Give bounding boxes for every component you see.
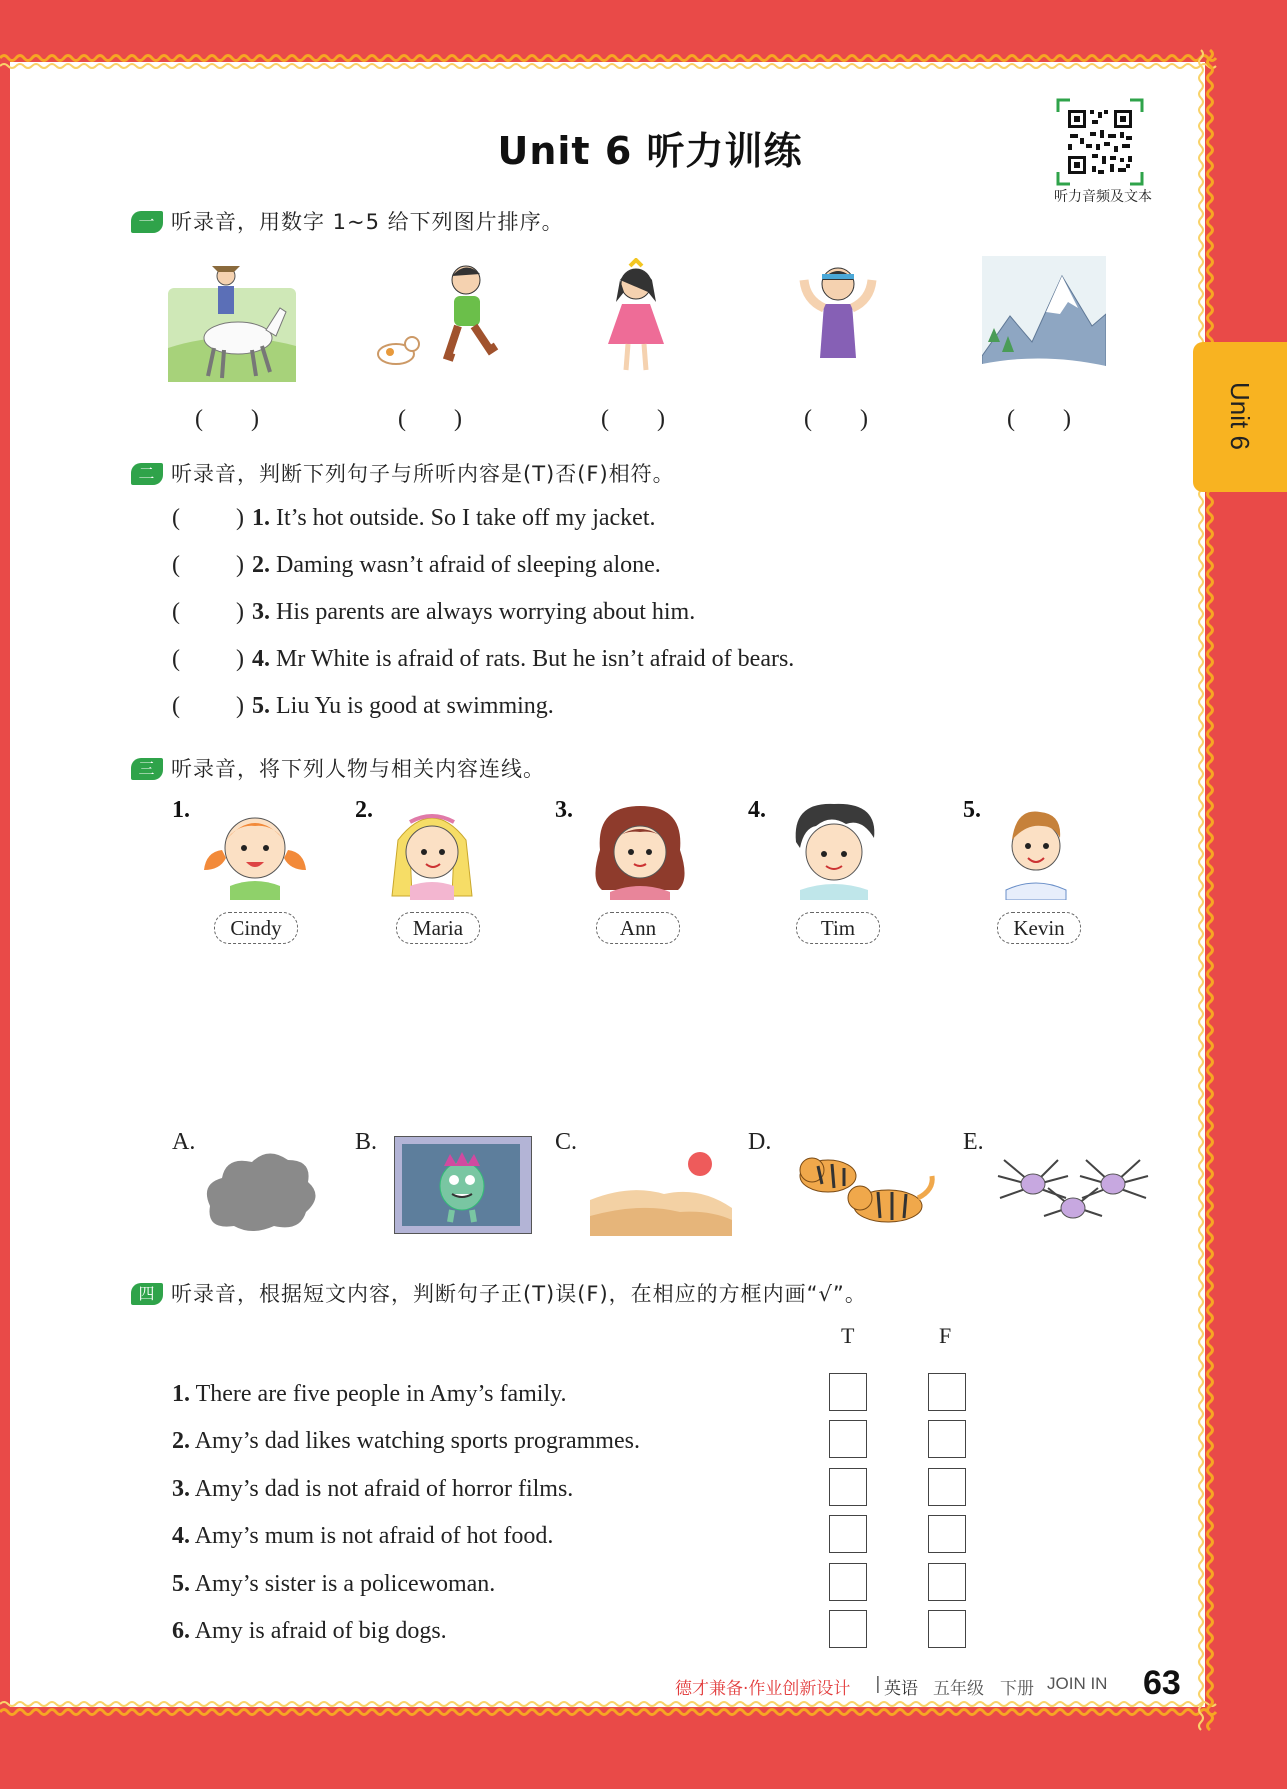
answer-blank[interactable]: ( ) bbox=[172, 552, 244, 578]
checkbox-false-5[interactable] bbox=[928, 1563, 966, 1601]
order-blank-2[interactable]: ( ) bbox=[398, 406, 462, 432]
snowy-mountains-picture bbox=[982, 256, 1106, 380]
true-column-header: T bbox=[841, 1323, 855, 1348]
section1-instruction: 听录音，用数字 1~5 给下列图片排序。 bbox=[171, 210, 564, 234]
section3-heading bbox=[131, 753, 545, 783]
checkbox-false-4[interactable] bbox=[928, 1515, 966, 1553]
maria-face-picture bbox=[384, 800, 480, 900]
section4-heading bbox=[131, 1278, 867, 1308]
person-name-kevin: Kevin bbox=[997, 912, 1081, 944]
statement-item: 2. Amy’s dad likes watching sports programmes. bbox=[172, 1428, 640, 1454]
order-blank-3[interactable]: ( ) bbox=[601, 406, 665, 432]
option-letter: B. bbox=[355, 1129, 378, 1155]
footer-series: 德才兼备·作业创新设计 bbox=[675, 1679, 851, 1699]
answer-blank[interactable]: ( ) bbox=[172, 599, 244, 625]
checkbox-false-6[interactable] bbox=[928, 1610, 966, 1648]
section2-heading bbox=[131, 458, 675, 488]
question-item: ( ) 4. Mr White is afraid of rats. But he isn’t afraid of bears. bbox=[172, 646, 795, 672]
statement-item: 1. There are five people in Amy’s family. bbox=[172, 1381, 567, 1407]
footer-edition: JOIN IN bbox=[1047, 1674, 1108, 1693]
person-number: 4. bbox=[748, 797, 766, 823]
desert-sun-picture bbox=[590, 1150, 732, 1236]
question-item: ( ) 5. Liu Yu is good at swimming. bbox=[172, 693, 554, 719]
answer-blank[interactable]: ( ) bbox=[172, 505, 244, 531]
horse-rider-picture bbox=[168, 258, 296, 382]
statement-item: 6. Amy is afraid of big dogs. bbox=[172, 1618, 447, 1644]
option-letter: E. bbox=[963, 1129, 984, 1155]
checkbox-true-5[interactable] bbox=[829, 1563, 867, 1601]
section3-badge: 三 bbox=[131, 758, 163, 780]
person-number: 5. bbox=[963, 797, 981, 823]
checkbox-true-6[interactable] bbox=[829, 1610, 867, 1648]
section2-badge: 二 bbox=[131, 463, 163, 485]
person-name-maria: Maria bbox=[396, 912, 480, 944]
section4-badge: 四 bbox=[131, 1283, 163, 1305]
answer-blank[interactable]: ( ) bbox=[172, 693, 244, 719]
qr-label: 听力音频及文本 bbox=[1054, 189, 1152, 205]
statement-item: 5. Amy’s sister is a policewoman. bbox=[172, 1571, 496, 1597]
ann-face-picture bbox=[586, 800, 694, 900]
footer-volume: 下册 bbox=[1000, 1679, 1034, 1699]
checkbox-true-3[interactable] bbox=[829, 1468, 867, 1506]
monster-tv-picture bbox=[394, 1136, 532, 1234]
checkbox-false-1[interactable] bbox=[928, 1373, 966, 1411]
page-title: Unit 6 听力训练 bbox=[497, 129, 803, 173]
person-name-tim: Tim bbox=[796, 912, 880, 944]
order-blank-5[interactable]: ( ) bbox=[1007, 406, 1071, 432]
question-item: ( ) 3. His parents are always worrying about him. bbox=[172, 599, 696, 625]
checkbox-false-2[interactable] bbox=[928, 1420, 966, 1458]
strong-boy-picture bbox=[790, 258, 886, 382]
checkbox-true-2[interactable] bbox=[829, 1420, 867, 1458]
question-item: ( ) 1. It’s hot outside. So I take off my jacket. bbox=[172, 505, 656, 531]
false-column-header: F bbox=[939, 1323, 952, 1348]
cindy-face-picture bbox=[202, 800, 308, 900]
option-letter: D. bbox=[748, 1129, 772, 1155]
person-number: 2. bbox=[355, 797, 373, 823]
unit-side-tab bbox=[1193, 342, 1287, 492]
tigers-picture bbox=[788, 1140, 940, 1236]
footer-divider: | bbox=[875, 1674, 881, 1694]
question-item: ( ) 2. Daming wasn’t afraid of sleeping alone. bbox=[172, 552, 661, 578]
person-name-cindy: Cindy bbox=[214, 912, 298, 944]
tim-face-picture bbox=[782, 796, 886, 900]
footer-grade: 五年级 bbox=[933, 1679, 984, 1699]
statement-item: 3. Amy’s dad is not afraid of horror films. bbox=[172, 1476, 574, 1502]
person-name-ann: Ann bbox=[596, 912, 680, 944]
person-number: 1. bbox=[172, 797, 190, 823]
order-blank-4[interactable]: ( ) bbox=[804, 406, 868, 432]
footer-subject: 英语 bbox=[884, 1679, 918, 1699]
checkbox-false-3[interactable] bbox=[928, 1468, 966, 1506]
qr-code-icon[interactable] bbox=[1056, 98, 1144, 186]
section3-instruction: 听录音，将下列人物与相关内容连线。 bbox=[171, 757, 545, 781]
checkbox-true-4[interactable] bbox=[829, 1515, 867, 1553]
answer-blank[interactable]: ( ) bbox=[172, 646, 244, 672]
order-blank-1[interactable]: ( ) bbox=[195, 406, 259, 432]
section2-instruction: 听录音，判断下列句子与所听内容是(T)否(F)相符。 bbox=[171, 462, 675, 486]
kevin-face-picture bbox=[996, 800, 1076, 900]
section1-heading bbox=[131, 206, 564, 236]
unit-side-tab-label: Unit 6 bbox=[1225, 382, 1255, 450]
option-letter: C. bbox=[555, 1129, 578, 1155]
dark-cloud-picture bbox=[200, 1146, 320, 1236]
girl-dancing-picture bbox=[596, 258, 676, 382]
checkbox-true-1[interactable] bbox=[829, 1373, 867, 1411]
page-number: 63 bbox=[1143, 1664, 1181, 1702]
statement-item: 4. Amy’s mum is not afraid of hot food. bbox=[172, 1523, 554, 1549]
boy-running-with-dog-picture bbox=[368, 258, 506, 382]
spiders-picture bbox=[994, 1154, 1152, 1224]
option-letter: A. bbox=[172, 1129, 196, 1155]
person-number: 3. bbox=[555, 797, 573, 823]
section4-instruction: 听录音，根据短文内容，判断句子正(T)误(F)，在相应的方框内画“√”。 bbox=[171, 1282, 867, 1306]
section1-badge: 一 bbox=[131, 211, 163, 233]
